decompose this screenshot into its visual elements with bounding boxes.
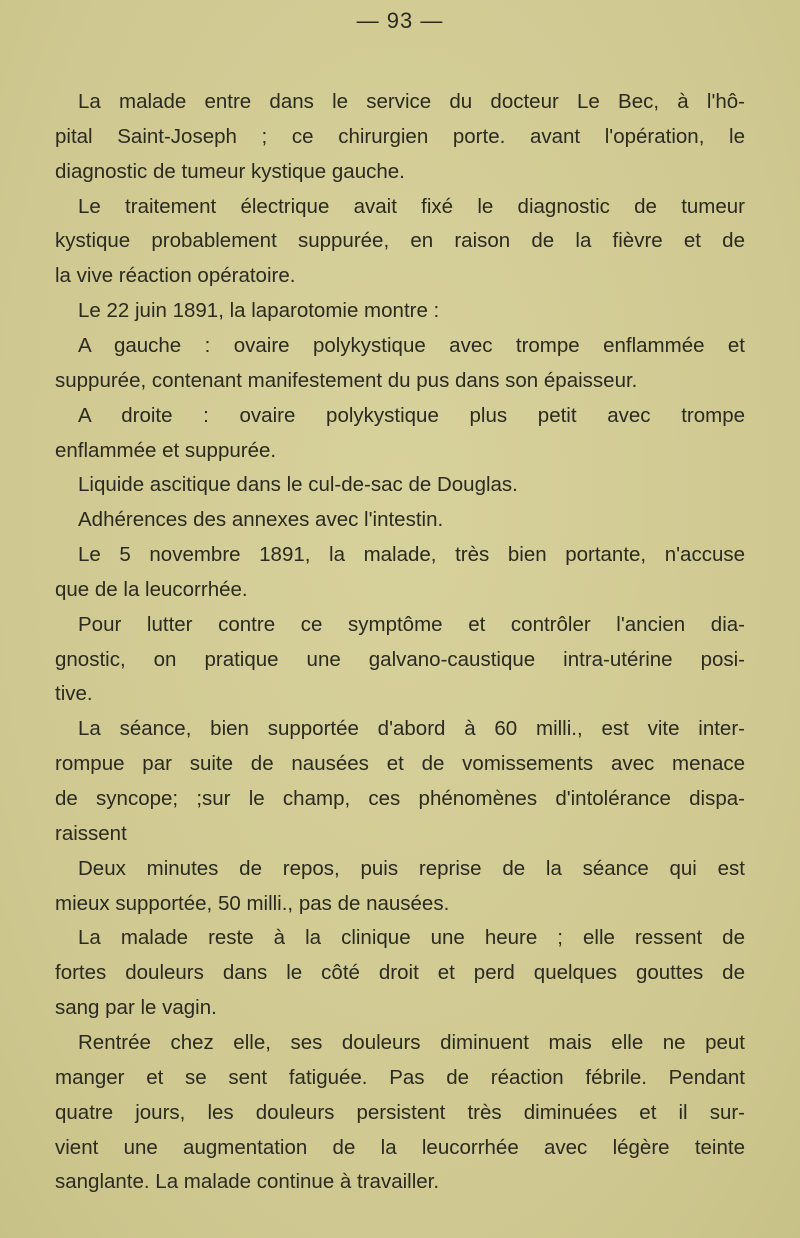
text-line: sanglante. La malade continue à travailler.	[55, 1170, 440, 1194]
text-line: sang par le vagin.	[55, 996, 217, 1020]
text-line: Deux minutes de repos, puis reprise de la séance qui est	[78, 856, 745, 880]
text-line: Liquide ascitique dans le cul-de-sac de Douglas.	[78, 473, 518, 497]
text-line: pital Saint-Joseph ; ce chirurgien porte. avant l'opération, le	[55, 124, 745, 148]
text-line: La malade entre dans le service du docteur Le Bec, à l'hô-	[78, 90, 745, 113]
text-line: Rentrée chez elle, ses douleurs diminuent mais elle ne peut	[78, 1030, 745, 1054]
text-line: gnostic, on pratique une galvano-caustique intra-utérine posi-	[55, 647, 745, 671]
text-line: Le 22 juin 1891, la laparotomie montre :	[78, 299, 440, 323]
text-line: rompue par suite de nausées et de vomissements avec menace	[55, 752, 745, 776]
text-line: A gauche : ovaire polykystique avec trompe enflammée et	[78, 333, 745, 357]
text-line: vient une augmentation de la leucorrhée avec légère teinte	[55, 1135, 745, 1159]
text-line: raissent	[55, 821, 127, 845]
text-line: que de la leucorrhée.	[55, 577, 248, 601]
text-line: A droite : ovaire polykystique plus petit avec trompe	[78, 403, 745, 427]
text-line: Pour lutter contre ce symptôme et contrôler l'ancien dia-	[78, 612, 745, 636]
text-line: La séance, bien supportée d'abord à 60 milli., est vite inter-	[78, 717, 745, 741]
text-line: diagnostic de tumeur kystique gauche.	[55, 159, 405, 183]
text-line: de syncope; ;sur le champ, ces phénomènes d'intolérance dispa-	[55, 787, 745, 810]
text-line: manger et se sent fatiguée. Pas de réaction fébrile. Pendant	[55, 1065, 745, 1089]
text-line: fortes douleurs dans le côté droit et perd quelques gouttes de	[55, 961, 745, 985]
text-line: la vive réaction opératoire.	[55, 264, 296, 288]
text-line: kystique probablement suppurée, en raison de la fièvre et de	[55, 229, 745, 253]
text-line: Le traitement électrique avait fixé le diagnostic de tumeur	[78, 194, 745, 218]
text-line: La malade reste à la clinique une heure ; elle ressent de	[78, 926, 745, 950]
text-line: Adhérences des annexes avec l'intestin.	[78, 508, 444, 532]
text-line: Le 5 novembre 1891, la malade, très bien portante, n'accuse	[78, 543, 745, 567]
text-line: suppurée, contenant manifestement du pus dans son épaisseur.	[55, 368, 638, 392]
text-line: enflammée et suppurée.	[55, 438, 277, 462]
text-line: mieux supportée, 50 milli., pas de nausées.	[55, 891, 450, 915]
text-line: tive.	[55, 682, 93, 706]
page-number: — 93 —	[356, 8, 444, 33]
text-line: quatre jours, les douleurs persistent très diminuées et il sur-	[55, 1100, 745, 1124]
